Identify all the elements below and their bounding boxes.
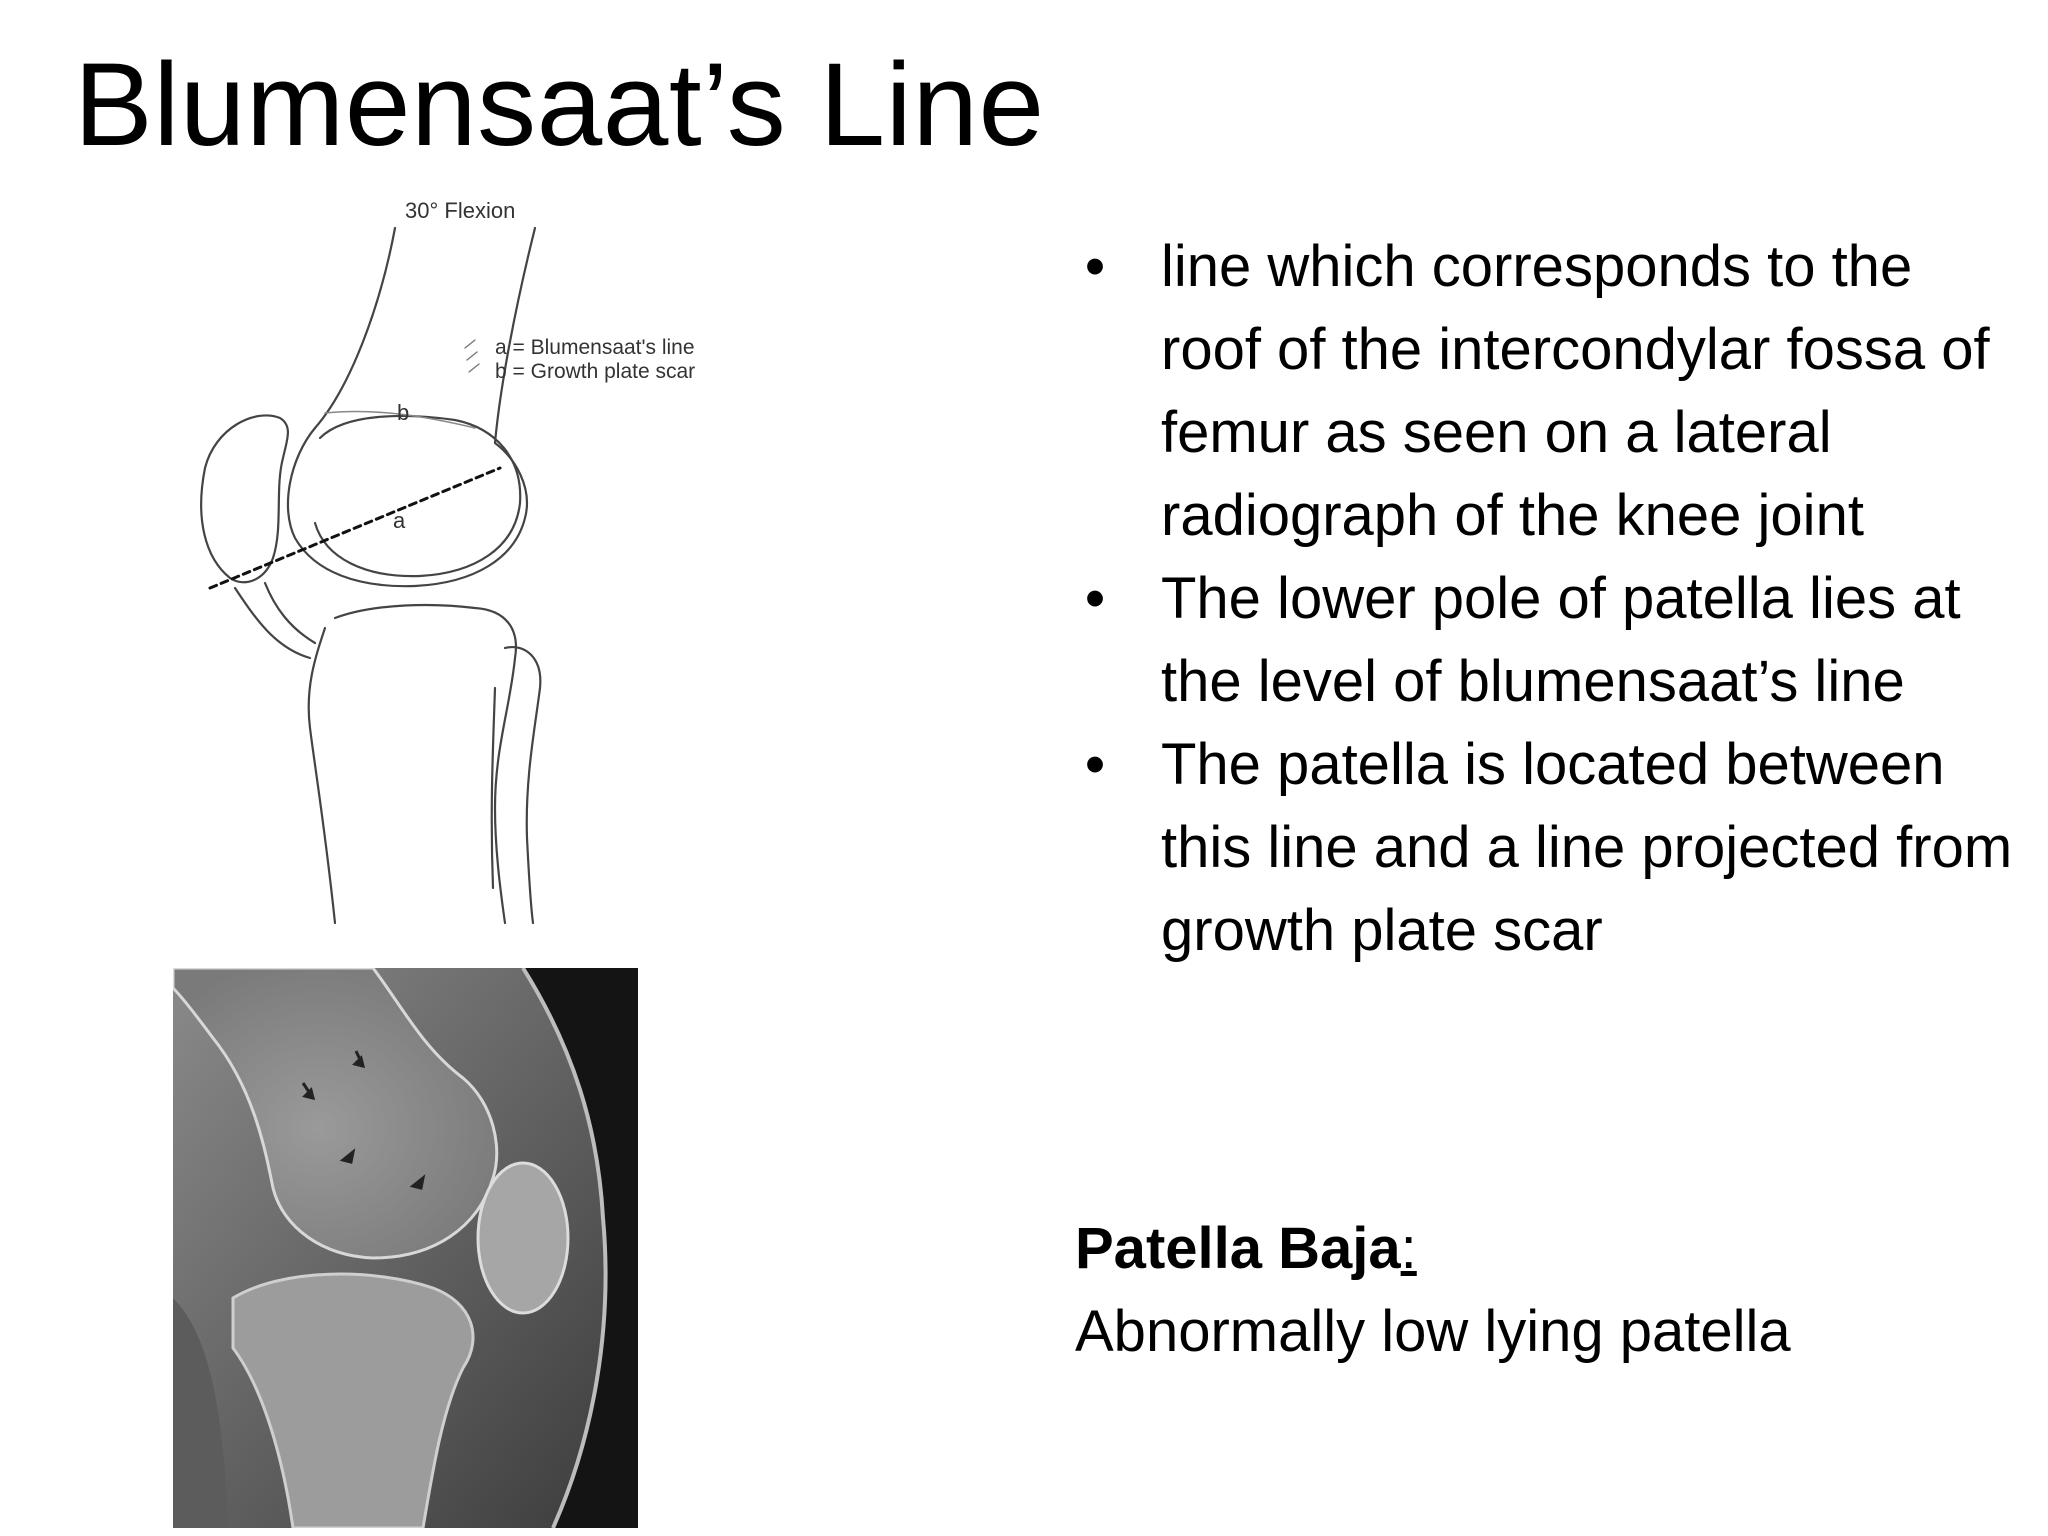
patella-outline bbox=[201, 415, 288, 582]
patella-baja-note bbox=[1075, 1207, 1791, 1373]
bullet-text: The lower pole of patella lies at the level of blumensaat’s line bbox=[1161, 566, 1961, 714]
bullet-list bbox=[1075, 225, 2025, 972]
patella-baja-term: Patella Baja bbox=[1075, 1216, 1401, 1281]
flexion-label: 30° Flexion bbox=[405, 198, 516, 223]
legend-a: a = Blumensaat's line bbox=[495, 336, 695, 359]
patellar-tendon bbox=[235, 583, 315, 658]
legend-b: b = Growth plate scar bbox=[495, 360, 696, 383]
patella-baja-definition: Abnormally low lying patella bbox=[1075, 1299, 1791, 1364]
knee-xray-image bbox=[173, 968, 638, 1528]
marker-b: b bbox=[397, 400, 410, 425]
tibia-outline bbox=[309, 605, 516, 923]
bullet-item bbox=[1075, 557, 2025, 723]
slide-title: Blumensaat’s Line bbox=[74, 39, 1045, 171]
condyle-contour bbox=[315, 416, 520, 576]
bullet-dot: • bbox=[1084, 732, 1106, 797]
bullet-item bbox=[1075, 225, 2025, 557]
patella-baja-heading bbox=[1075, 1207, 1791, 1290]
xray-patella bbox=[478, 1163, 568, 1313]
femur-outline bbox=[288, 228, 535, 586]
knee-diagram bbox=[175, 188, 755, 943]
bullet-text: line which corresponds to the roof of the intercondylar fossa of femur as seen on a lateral radiograph of the knee joint bbox=[1161, 234, 1990, 548]
patella-baja-colon: : bbox=[1400, 1216, 1417, 1281]
marker-a: a bbox=[393, 508, 406, 533]
bullet-item bbox=[1075, 723, 2025, 972]
bullet-text: The patella is located between this line and a line projected from growth plate scar bbox=[1161, 732, 2013, 963]
bullet-dot: • bbox=[1084, 234, 1106, 299]
bullet-dot: • bbox=[1084, 566, 1106, 631]
